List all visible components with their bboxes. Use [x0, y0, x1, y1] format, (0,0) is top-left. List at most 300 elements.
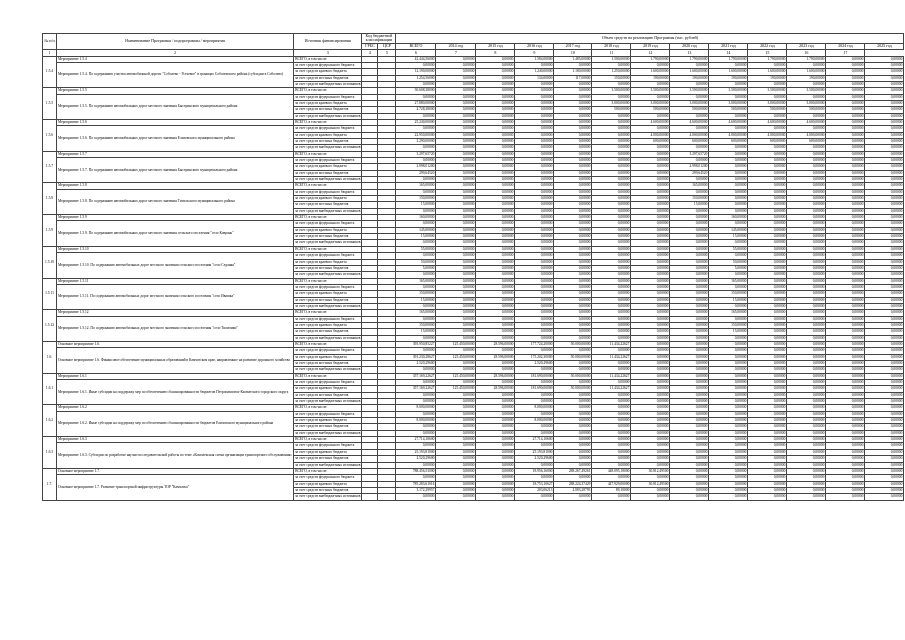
year-value: 0,00000 [865, 107, 904, 113]
table-row [43, 316, 904, 322]
year-value: 0,00000 [787, 456, 826, 462]
year-value: 55,00000 [709, 246, 748, 252]
column-index: 9 [515, 50, 554, 56]
year-value: 0,00000 [826, 208, 865, 214]
year-value: 0,00000 [476, 75, 515, 81]
year-value: 0,00000 [670, 158, 709, 164]
year-value: 0,00000 [592, 183, 631, 189]
year-value: 0,00000 [787, 183, 826, 189]
year-value: 0,00000 [554, 253, 592, 259]
row-number: 1.6.1 [43, 373, 57, 405]
table-row [43, 443, 904, 449]
event-label: Мероприятие 1.5.11 [57, 278, 294, 284]
funding-source: ВСЕГО, в том числе: [294, 88, 362, 94]
year-value: 0,00000 [748, 253, 787, 259]
year-value: 11.434,22627 [592, 341, 631, 347]
year-value: 0,00000 [670, 341, 709, 347]
funding-source: ВСЕГО, в том числе: [294, 278, 362, 284]
row-number: 1.5.6 [43, 119, 57, 151]
year-value: 0,00000 [865, 151, 904, 157]
year-value: 0,00000 [554, 329, 592, 335]
year-value: 0,00000 [787, 215, 826, 221]
header-year: 2025 год [865, 43, 904, 49]
year-value: 0,00000 [554, 272, 592, 278]
year-value: 5,00000 [709, 265, 748, 271]
year-value: 0,00000 [476, 81, 515, 87]
year-value: 0,00000 [476, 475, 515, 481]
year-value: 0,00000 [436, 189, 476, 195]
year-value: 0,00000 [592, 424, 631, 430]
year-value: 0,00000 [436, 405, 476, 411]
row-number: 1.5.5 [43, 88, 57, 120]
year-value: 0,00000 [826, 189, 865, 195]
year-value: 0,00000 [554, 284, 592, 290]
column-index: 3 [294, 50, 362, 56]
year-value: 0,00000 [436, 69, 476, 75]
year-value: 3.500,00000 [748, 88, 787, 94]
year-value: 0,00000 [787, 81, 826, 87]
event-description: Мероприятие 1.5.5. По содержанию автомобильных дорог местного значения Быстринского муниципального района [57, 94, 294, 119]
column-index: 5 [378, 50, 396, 56]
year-value: 0,00000 [592, 94, 631, 100]
year-value: 0,00000 [476, 132, 515, 138]
year-value: 0,00000 [436, 113, 476, 119]
year-value: 0,00000 [670, 481, 709, 487]
year-value: 0,00000 [592, 196, 631, 202]
year-value: 0,00000 [554, 278, 592, 284]
year-value: 0,00000 [826, 69, 865, 75]
year-value: 0,00000 [748, 456, 787, 462]
year-value: 0,00000 [631, 335, 670, 341]
table-row [43, 380, 904, 386]
year-value: 0,00000 [670, 399, 709, 405]
year-value: 0,00000 [554, 202, 592, 208]
event-description: Основное мероприятие 1.7. Развитие транспортной инфраструктуры ТОР "Камчатка" [57, 475, 294, 500]
year-value: 0,00000 [865, 475, 904, 481]
year-value: 0,00000 [592, 246, 631, 252]
year-value: 0,00000 [592, 335, 631, 341]
year-value: 0,00000 [748, 240, 787, 246]
funding-source: за счет средств краевого бюджета [294, 100, 362, 106]
year-value: 0,00000 [631, 487, 670, 493]
year-value: 0,00000 [436, 94, 476, 100]
year-value: 3.000,00000 [709, 100, 748, 106]
total-value: 165,00000 [396, 310, 436, 316]
year-value: 0,00000 [670, 177, 709, 183]
total-value: 393.950,85227 [396, 341, 436, 347]
table-row [43, 94, 904, 100]
year-value: 0,00000 [826, 170, 865, 176]
year-value: 0,00000 [631, 215, 670, 221]
funding-source: за счет средств федерального бюджета [294, 348, 362, 354]
year-value: 0,00000 [554, 348, 592, 354]
year-value: 0,00000 [554, 322, 592, 328]
year-value: 0,00000 [631, 462, 670, 468]
total-value: 2.998,01200 [396, 164, 436, 170]
total-value: 30.608,38000 [396, 88, 436, 94]
year-value: 0,00000 [787, 487, 826, 493]
year-value: 0,00000 [865, 316, 904, 322]
year-value: 0,00000 [436, 253, 476, 259]
year-value: 0,00000 [826, 75, 865, 81]
year-value: 0,00000 [865, 373, 904, 379]
year-value: 0,00000 [436, 291, 476, 297]
year-value: 0,00000 [787, 259, 826, 265]
year-value: 0,00000 [554, 81, 592, 87]
year-value: 0,00000 [865, 75, 904, 81]
year-value: 125.450,00000 [436, 373, 476, 379]
funding-source: за счет средств местных бюджетов [294, 138, 362, 144]
year-value: 0,00000 [592, 113, 631, 119]
column-index: 1 [43, 50, 57, 56]
year-value: 0,00000 [476, 170, 515, 176]
year-value: 0,00000 [554, 189, 592, 195]
year-value: 0,00000 [670, 234, 709, 240]
year-value: 0,00000 [515, 202, 554, 208]
year-value: 4.000,00000 [709, 132, 748, 138]
year-value: 0,00000 [670, 462, 709, 468]
year-value: 0,00000 [670, 246, 709, 252]
year-value: 0,00000 [748, 462, 787, 468]
year-value: 0,00000 [709, 367, 748, 373]
funding-source: за счет средств федерального бюджета [294, 411, 362, 417]
event-label: Мероприятие 1.5.4 [57, 56, 294, 62]
total-value: 15,00000 [396, 202, 436, 208]
year-value: 0,00000 [436, 259, 476, 265]
year-value: 0,00000 [865, 487, 904, 493]
year-value: 0,00000 [476, 487, 515, 493]
year-value: 0,00000 [476, 164, 515, 170]
year-value: 0,00000 [515, 177, 554, 183]
year-value: 299,64520 [670, 170, 709, 176]
year-value: 0,00000 [476, 107, 515, 113]
year-value: 0,00000 [826, 158, 865, 164]
year-value: 0,00000 [826, 100, 865, 106]
table-row [43, 189, 904, 195]
year-value: 0,00000 [515, 303, 554, 309]
year-value: 0,00000 [592, 145, 631, 151]
year-value: 0,00000 [865, 177, 904, 183]
year-value: 0,00000 [592, 437, 631, 443]
year-value: 0,00000 [670, 373, 709, 379]
year-value: 0,00000 [592, 170, 631, 176]
year-value: 0,00000 [865, 81, 904, 87]
row-number: 1.5.7 [43, 151, 57, 183]
total-value: 50,00000 [396, 259, 436, 265]
year-value: 0,00000 [826, 113, 865, 119]
total-value: 0,00000 [396, 113, 436, 119]
year-value: 28.596,00000 [476, 386, 515, 392]
year-value: 0,00000 [554, 411, 592, 417]
funding-source: за счет средств федерального бюджета [294, 94, 362, 100]
year-value: 0,00000 [436, 437, 476, 443]
year-value: 0,00000 [515, 443, 554, 449]
year-value: 0,00000 [515, 62, 554, 68]
funding-source: за счет средств краевого бюджета [294, 69, 362, 75]
event-description: Мероприятие 1.5.9. По содержанию автомобильных дорог местного значения сельского поселения "село Коврань" [57, 221, 294, 246]
year-value: 125.450,00000 [436, 386, 476, 392]
funding-source: за счет средств местных бюджетов [294, 170, 362, 176]
column-index: 2 [57, 50, 294, 56]
year-value: 0,00000 [748, 487, 787, 493]
year-value: 0,00000 [436, 88, 476, 94]
year-value: 0,00000 [631, 265, 670, 271]
total-value: 0,00000 [396, 284, 436, 290]
year-value: 0,00000 [826, 88, 865, 94]
year-value: 0,00000 [515, 81, 554, 87]
year-value: 0,00000 [554, 215, 592, 221]
year-value: 0,00000 [670, 303, 709, 309]
event-label: Мероприятие 1.6.3 [57, 437, 294, 443]
year-value: 0,00000 [476, 126, 515, 132]
year-value: 0,00000 [476, 145, 515, 151]
year-value: 0,00000 [515, 348, 554, 354]
table-row [43, 126, 904, 132]
column-index: 17 [826, 50, 865, 56]
year-value: 0,00000 [826, 361, 865, 367]
year-value: 0,00000 [554, 310, 592, 316]
year-value: 0,00000 [787, 253, 826, 259]
year-value: 0,00000 [670, 329, 709, 335]
event-label: Мероприятие 1.6.2 [57, 405, 294, 411]
year-value: 0,00000 [865, 94, 904, 100]
table-row [43, 348, 904, 354]
year-value: 0,00000 [592, 443, 631, 449]
year-value: 0,00000 [709, 158, 748, 164]
year-value: 0,00000 [826, 411, 865, 417]
year-value: 0,00000 [748, 329, 787, 335]
year-value: 0,00000 [670, 475, 709, 481]
year-value: 0,00000 [670, 418, 709, 424]
year-value: 0,00000 [787, 373, 826, 379]
year-value: 0,00000 [476, 284, 515, 290]
year-value: 0,00000 [631, 475, 670, 481]
year-value: 0,00000 [592, 322, 631, 328]
year-value: 0,00000 [515, 322, 554, 328]
year-value: 0,00000 [554, 494, 592, 500]
year-value: 0,00000 [709, 208, 748, 214]
year-value: 0,00000 [592, 367, 631, 373]
event-label: Мероприятие 1.5.5 [57, 88, 294, 94]
year-value: 0,00000 [554, 107, 592, 113]
year-value: 0,00000 [476, 88, 515, 94]
funding-source: за счет средств местных бюджетов [294, 456, 362, 462]
year-value: 0,00000 [515, 424, 554, 430]
year-value: 3.000,00000 [592, 100, 631, 106]
year-value: 0,00000 [709, 399, 748, 405]
year-value: 0,00000 [631, 291, 670, 297]
total-value: 0,00000 [396, 424, 436, 430]
year-value: 0,00000 [865, 246, 904, 252]
year-value: 0,00000 [748, 424, 787, 430]
header-year: 2017 год [554, 43, 592, 49]
funding-source: за счет средств внебюджетных источников [295, 240, 361, 245]
total-value: 3.297,65720 [396, 151, 436, 157]
year-value: 0,00000 [436, 151, 476, 157]
year-value: 0,00000 [515, 284, 554, 290]
year-value: 0,00000 [476, 202, 515, 208]
year-value: 1.790,00000 [748, 56, 787, 62]
year-value: 0,00000 [631, 208, 670, 214]
year-value: 0,00000 [826, 177, 865, 183]
year-value: 0,00000 [865, 196, 904, 202]
year-value: 1.790,00000 [631, 56, 670, 62]
year-value: 0,00000 [787, 202, 826, 208]
year-value: 0,00000 [826, 183, 865, 189]
funding-source: за счет средств федерального бюджета [294, 126, 362, 132]
total-value: 25.240,00000 [396, 119, 436, 125]
total-value: 0,00000 [396, 145, 436, 151]
year-value: 0,00000 [826, 303, 865, 309]
year-value: 0,00000 [515, 240, 554, 246]
year-value: 0,00000 [748, 468, 787, 474]
year-value: 0,00000 [865, 126, 904, 132]
total-value: 0,00000 [396, 335, 436, 341]
year-value: 0,00000 [748, 430, 787, 436]
funding-source: за счет средств местных бюджетов [294, 487, 362, 493]
year-value: 0,00000 [826, 481, 865, 487]
year-value: 0,00000 [709, 62, 748, 68]
year-value: 0,00000 [748, 234, 787, 240]
year-value: 0,00000 [631, 411, 670, 417]
year-value: 0,00000 [631, 183, 670, 189]
year-value: 125.450,00000 [436, 354, 476, 360]
year-value: 0,00000 [592, 259, 631, 265]
year-value: 0,00000 [826, 138, 865, 144]
funding-source: за счет средств краевого бюджета [294, 164, 362, 170]
year-value: 0,00000 [865, 322, 904, 328]
funding-source: за счет средств федерального бюджета [294, 221, 362, 227]
year-value: 0,00000 [787, 316, 826, 322]
header-year: 2020 год [670, 43, 709, 49]
year-value: 0,00000 [865, 449, 904, 455]
year-value: 0,00000 [865, 392, 904, 398]
total-value: 22.950,00000 [396, 132, 436, 138]
year-value: 28.596,00000 [476, 354, 515, 360]
year-value: 0,00000 [476, 196, 515, 202]
year-value: 0,00000 [554, 418, 592, 424]
total-value: 788.456,53000 [396, 468, 436, 474]
year-value: 0,00000 [748, 259, 787, 265]
year-value: 0,00000 [436, 411, 476, 417]
year-value: 0,00000 [515, 227, 554, 233]
year-value: 0,00000 [826, 132, 865, 138]
year-value: 0,00000 [515, 380, 554, 386]
year-value: 0,00000 [515, 297, 554, 303]
year-value: 0,00000 [436, 456, 476, 462]
event-description: Мероприятие 1.5.6. По содержанию автомобильных дорог местного значения Елизовского муниципального района [57, 126, 294, 151]
year-value: 0,00000 [865, 437, 904, 443]
year-value: 0,00000 [865, 278, 904, 284]
year-value: 0,00000 [631, 310, 670, 316]
header-year: 2023 год [787, 43, 826, 49]
year-value: 0,00000 [826, 348, 865, 354]
year-value: 2.083,28793 [554, 487, 592, 493]
total-value: 391.230,28627 [396, 354, 436, 360]
year-value: 0,00000 [748, 113, 787, 119]
year-value: 0,00000 [515, 126, 554, 132]
year-value: 0,00000 [670, 405, 709, 411]
cst-cell [378, 494, 396, 500]
funding-source: за счет средств местных бюджетов [294, 392, 362, 398]
year-value: 0,00000 [554, 227, 592, 233]
column-index: 13 [670, 50, 709, 56]
year-value: 0,00000 [436, 335, 476, 341]
total-value: 785.283,61014 [396, 481, 436, 487]
year-value: 0,00000 [670, 291, 709, 297]
year-value: 0,00000 [476, 437, 515, 443]
year-value: 0,00000 [826, 430, 865, 436]
year-value: 0,00000 [515, 335, 554, 341]
year-value: 0,00000 [554, 335, 592, 341]
year-value: 0,00000 [787, 284, 826, 290]
year-value: 0,00000 [709, 361, 748, 367]
header-volume: Объем средств на реализацию Программы (тыс. рублей) [396, 34, 904, 44]
year-value: 0,00000 [476, 335, 515, 341]
year-value: 0,00000 [476, 424, 515, 430]
year-value: 0,00000 [787, 272, 826, 278]
year-value: 0,00000 [670, 456, 709, 462]
funding-source: за счет средств краевого бюджета [294, 259, 362, 265]
column-index: 14 [709, 50, 748, 56]
year-value: 0,00000 [787, 246, 826, 252]
year-value: 0,00000 [631, 341, 670, 347]
year-value: 30.812,49500 [631, 468, 670, 474]
year-value: 0,00000 [865, 240, 904, 246]
year-value: 0,00000 [709, 303, 748, 309]
year-value: 0,00000 [476, 265, 515, 271]
year-value: 0,00000 [865, 202, 904, 208]
year-value: 0,00000 [592, 380, 631, 386]
year-value: 0,00000 [631, 373, 670, 379]
funding-source: ВСЕГО, в том числе: [294, 151, 362, 157]
year-value: 8.000,00000 [515, 418, 554, 424]
year-value: 288.224,37429 [554, 481, 592, 487]
year-value: 0,00000 [592, 164, 631, 170]
funding-source: за счет средств краевого бюджета [294, 418, 362, 424]
year-value: 0,00000 [515, 208, 554, 214]
year-value: 3.000,00000 [670, 100, 709, 106]
year-value: 50.000,00000 [554, 373, 592, 379]
year-value: 0,00000 [748, 215, 787, 221]
year-value: 0,00000 [670, 62, 709, 68]
year-value: 0,00000 [554, 405, 592, 411]
year-value: 0,00000 [865, 367, 904, 373]
year-value: 0,00000 [748, 367, 787, 373]
year-value: 18.753,10627 [515, 481, 554, 487]
year-value: 4.600,00000 [670, 119, 709, 125]
year-value: 4.000,00000 [748, 132, 787, 138]
year-value: 0,00000 [436, 221, 476, 227]
funding-source: за счет средств краевого бюджета [294, 132, 362, 138]
year-value: 0,00000 [826, 253, 865, 259]
year-value: 0,00000 [515, 430, 554, 436]
year-value: 1.500,00000 [592, 56, 631, 62]
year-value: 0,00000 [826, 373, 865, 379]
year-value: 0,00000 [748, 189, 787, 195]
year-value: 190,00000 [748, 75, 787, 81]
year-value: 0,00000 [748, 246, 787, 252]
year-value: 0,00000 [554, 380, 592, 386]
year-value: 0,00000 [826, 487, 865, 493]
total-value: 0,00000 [396, 392, 436, 398]
year-value: 0,00000 [826, 494, 865, 500]
year-value: 0,00000 [826, 443, 865, 449]
funding-source: ВСЕГО, в том числе: [294, 246, 362, 252]
year-value: 0,00000 [826, 418, 865, 424]
total-value: 0,00000 [396, 221, 436, 227]
year-value: 1.600,00000 [631, 69, 670, 75]
